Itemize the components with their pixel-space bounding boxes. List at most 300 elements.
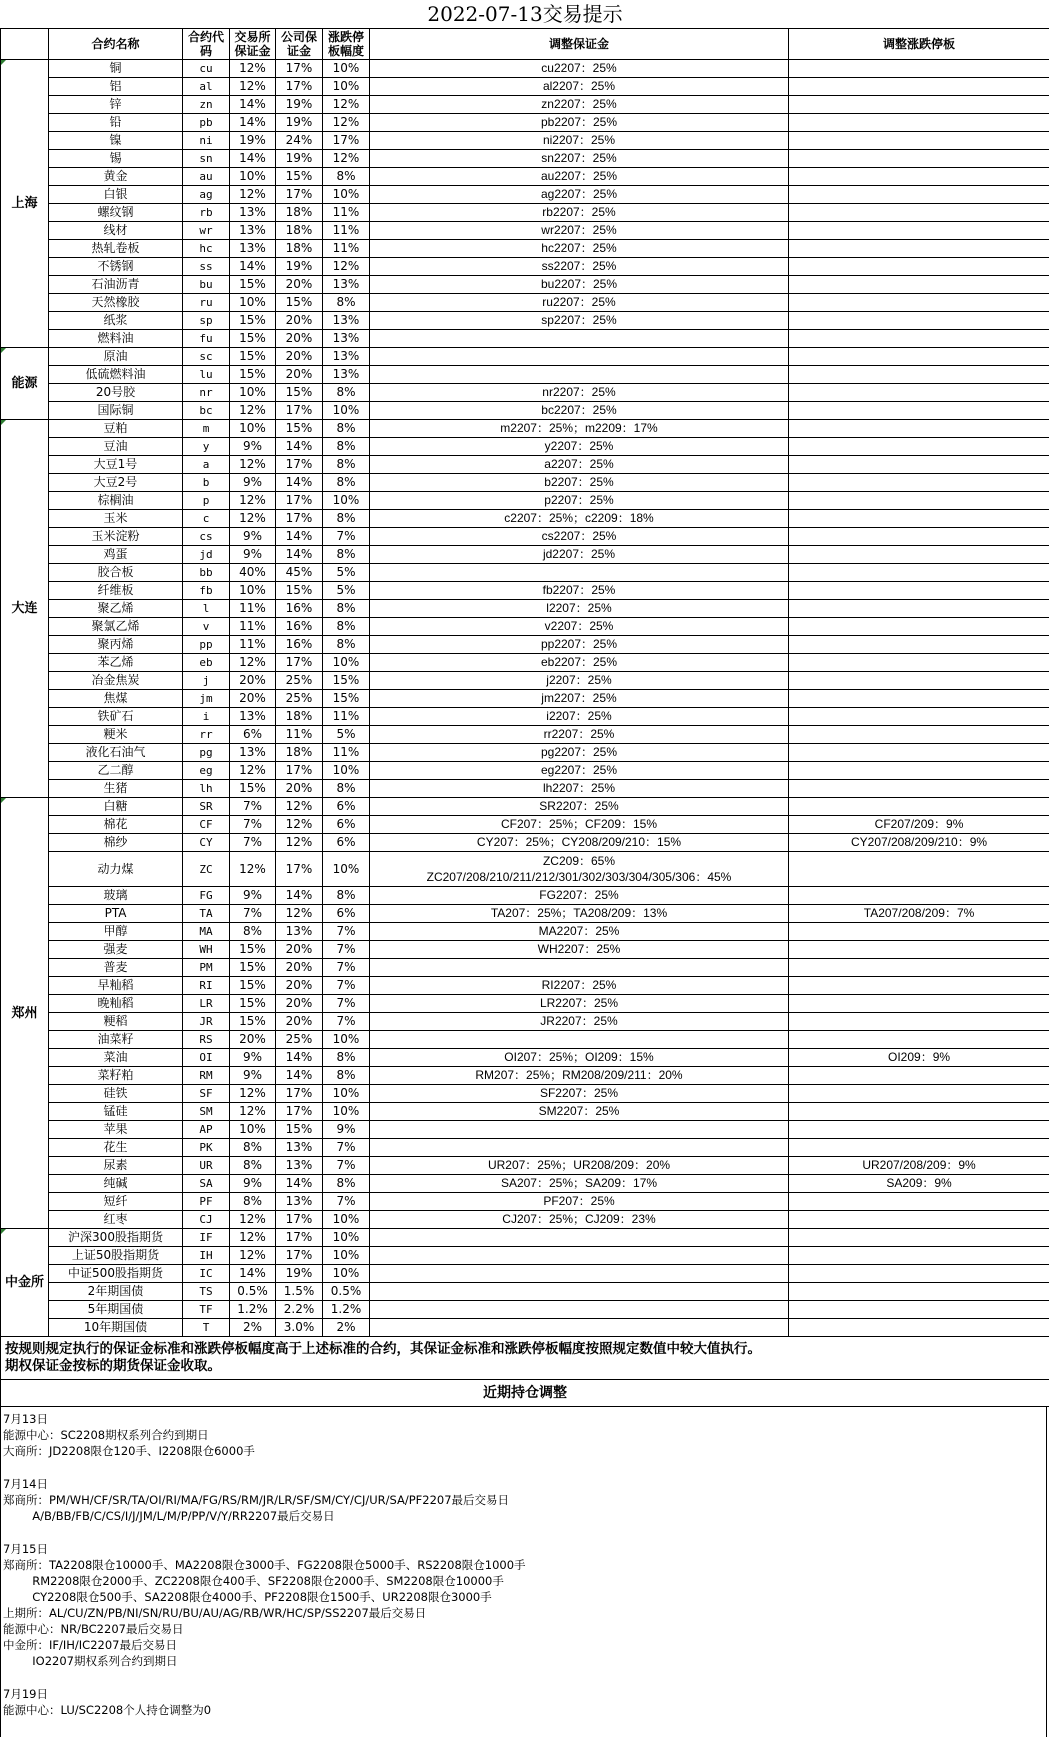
adjusted-price-limit: [789, 744, 1049, 762]
adjusted-margin: i2207：25%: [370, 708, 789, 726]
contract-row: [1, 456, 1049, 474]
contract-code: bu: [183, 276, 230, 294]
notice-line: IO2207期权系列合约到期日: [3, 1653, 1044, 1669]
adjusted-margin: [370, 852, 789, 887]
exchange-margin: 15%: [230, 995, 276, 1013]
price-limit: 5%: [323, 726, 370, 744]
adjusted-margin: eg2207：25%: [370, 762, 789, 780]
adjusted-price-limit: [789, 708, 1049, 726]
contract-code: wr: [183, 222, 230, 240]
exchange-margin: 10%: [230, 294, 276, 312]
company-margin: 13%: [276, 1139, 323, 1157]
contract-code: j: [183, 672, 230, 690]
contract-row: [1, 923, 1049, 941]
contract-name: 天然橡胶: [49, 294, 183, 312]
contract-name: 上证50股指期货: [49, 1247, 183, 1265]
contract-row: [1, 1067, 1049, 1085]
company-margin: 16%: [276, 636, 323, 654]
contract-name: 石油沥青: [49, 276, 183, 294]
price-limit: 2%: [323, 1319, 370, 1337]
adjusted-price-limit: [789, 582, 1049, 600]
price-limit: 8%: [323, 546, 370, 564]
contract-code: ZC: [183, 852, 230, 887]
contract-code: au: [183, 168, 230, 186]
price-limit: 10%: [323, 1031, 370, 1049]
adjusted-price-limit: [789, 1013, 1049, 1031]
exchange-margin: 9%: [230, 887, 276, 905]
adjusted-margin: cu2207：25%: [370, 60, 789, 78]
exchange-margin: 12%: [230, 1211, 276, 1229]
contract-code: c: [183, 510, 230, 528]
adjusted-price-limit: [789, 186, 1049, 204]
adjusted-price-limit: [789, 852, 1049, 887]
adjusted-margin: zn2207：25%: [370, 96, 789, 114]
contract-row: [1, 312, 1049, 330]
notice-line: 郑商所：PM/WH/CF/SR/TA/OI/RI/MA/FG/RS/RM/JR/LR/SF/SM/CY/CJ/UR/SA/PF2207最后交易日: [3, 1492, 1044, 1508]
exchange-margin: 8%: [230, 1193, 276, 1211]
contract-name: 原油: [49, 348, 183, 366]
company-margin: 13%: [276, 1157, 323, 1175]
contract-row: [1, 1229, 1049, 1247]
contract-code: a: [183, 456, 230, 474]
exchange-margin: 12%: [230, 1247, 276, 1265]
page-title: 2022-07-13交易提示: [1, 0, 1049, 29]
exchange-margin: 15%: [230, 959, 276, 977]
rules-note-text: [5, 1341, 1045, 1375]
adjusted-price-limit: [789, 330, 1049, 348]
contract-name: 铜: [49, 60, 183, 78]
contract-name: 苯乙烯: [49, 654, 183, 672]
company-margin: 17%: [276, 456, 323, 474]
contract-name: 玉米淀粉: [49, 528, 183, 546]
contract-row: [1, 330, 1049, 348]
adjusted-price-limit: [789, 240, 1049, 258]
adjusted-margin: c2207：25%；c2209：18%: [370, 510, 789, 528]
contract-code: v: [183, 618, 230, 636]
adjusted-margin: CY207：25%；CY208/209/210：15%: [370, 834, 789, 852]
company-margin: 3.0%: [276, 1319, 323, 1337]
exchange-label: 郑州: [1, 798, 49, 1229]
contract-name: 热轧卷板: [49, 240, 183, 258]
adjusted-price-limit: [789, 474, 1049, 492]
exchange-margin: 9%: [230, 1049, 276, 1067]
contract-row: [1, 564, 1049, 582]
notice-line: 中金所：IF/IH/IC2207最后交易日: [3, 1637, 1044, 1653]
adjusted-price-limit: [789, 420, 1049, 438]
contract-name: 油菜籽: [49, 1031, 183, 1049]
adjusted-price-limit: [789, 168, 1049, 186]
contract-name: 聚丙烯: [49, 636, 183, 654]
contract-code: p: [183, 492, 230, 510]
price-limit: 5%: [323, 582, 370, 600]
contract-name: 棕榈油: [49, 492, 183, 510]
price-limit: 13%: [323, 276, 370, 294]
adjusted-margin: al2207：25%: [370, 78, 789, 96]
exchange-margin: 12%: [230, 510, 276, 528]
adjusted-margin: UR207：25%；UR208/209：20%: [370, 1157, 789, 1175]
contract-row: [1, 114, 1049, 132]
price-limit: 13%: [323, 348, 370, 366]
contract-code: sn: [183, 150, 230, 168]
contract-name: 棉纱: [49, 834, 183, 852]
adjusted-price-limit: [789, 348, 1049, 366]
contract-name: 白糖: [49, 798, 183, 816]
contract-row: [1, 546, 1049, 564]
adjusted-margin: CF207：25%；CF209：15%: [370, 816, 789, 834]
company-margin: 16%: [276, 600, 323, 618]
adjusted-margin: [370, 1247, 789, 1265]
contract-code: WH: [183, 941, 230, 959]
contract-code: CJ: [183, 1211, 230, 1229]
exchange-margin: 7%: [230, 798, 276, 816]
contract-name: 大豆2号: [49, 474, 183, 492]
contract-row: [1, 1049, 1049, 1067]
contract-code: ni: [183, 132, 230, 150]
exchange-margin: 14%: [230, 1265, 276, 1283]
adjusted-margin: [370, 330, 789, 348]
notice-date: 7月19日: [3, 1686, 1044, 1702]
contract-name: 铅: [49, 114, 183, 132]
contract-code: MA: [183, 923, 230, 941]
contract-name: 甲醇: [49, 923, 183, 941]
company-margin: 15%: [276, 420, 323, 438]
adjusted-margin: au2207：25%: [370, 168, 789, 186]
contract-row: [1, 510, 1049, 528]
adjusted-price-limit: [789, 923, 1049, 941]
company-margin: 19%: [276, 258, 323, 276]
contract-row: [1, 582, 1049, 600]
contract-code: al: [183, 78, 230, 96]
adjusted-price-limit: UR207/208/209：9%: [789, 1157, 1049, 1175]
exchange-margin: 11%: [230, 636, 276, 654]
exchange-margin: 13%: [230, 708, 276, 726]
adjusted-margin: wr2207：25%: [370, 222, 789, 240]
exchange-margin: 12%: [230, 402, 276, 420]
adjusted-price-limit: [789, 96, 1049, 114]
exchange-margin: 7%: [230, 905, 276, 923]
adjusted-price-limit: [789, 1229, 1049, 1247]
adjusted-margin: sp2207：25%: [370, 312, 789, 330]
contract-code: TF: [183, 1301, 230, 1319]
contract-name: 玻璃: [49, 887, 183, 905]
price-limit: 12%: [323, 114, 370, 132]
contract-name: 早籼稻: [49, 977, 183, 995]
price-limit: 6%: [323, 905, 370, 923]
price-limit: 7%: [323, 959, 370, 977]
contract-code: b: [183, 474, 230, 492]
adjusted-margin: a2207：25%: [370, 456, 789, 474]
company-margin: 14%: [276, 1067, 323, 1085]
company-margin: 19%: [276, 150, 323, 168]
contract-row: [1, 1247, 1049, 1265]
header-exchange-margin: 交易所保证金: [230, 29, 276, 60]
exchange-margin: 19%: [230, 132, 276, 150]
exchange-margin: 10%: [230, 420, 276, 438]
exchange-margin: 9%: [230, 1175, 276, 1193]
company-margin: 14%: [276, 1049, 323, 1067]
contract-code: cs: [183, 528, 230, 546]
exchange-margin: 9%: [230, 1067, 276, 1085]
company-margin: 17%: [276, 1211, 323, 1229]
contract-code: ag: [183, 186, 230, 204]
company-margin: 20%: [276, 941, 323, 959]
contract-row: [1, 941, 1049, 959]
contract-row: [1, 96, 1049, 114]
adjusted-price-limit: [789, 510, 1049, 528]
adjusted-margin: l2207：25%: [370, 600, 789, 618]
contract-name: 锌: [49, 96, 183, 114]
exchange-margin: 12%: [230, 1103, 276, 1121]
exchange-margin: 40%: [230, 564, 276, 582]
price-limit: 17%: [323, 132, 370, 150]
contract-code: IH: [183, 1247, 230, 1265]
contract-row: [1, 366, 1049, 384]
adjusted-margin: ru2207：25%: [370, 294, 789, 312]
contract-row: [1, 528, 1049, 546]
company-margin: 17%: [276, 492, 323, 510]
exchange-margin: 8%: [230, 1139, 276, 1157]
price-limit: 10%: [323, 1247, 370, 1265]
adjusted-margin: sn2207：25%: [370, 150, 789, 168]
contract-name: 纤维板: [49, 582, 183, 600]
exchange-margin: 12%: [230, 852, 276, 887]
price-limit: 11%: [323, 204, 370, 222]
contract-name: 白银: [49, 186, 183, 204]
adjusted-margin: SA207：25%；SA209：17%: [370, 1175, 789, 1193]
adjusted-price-limit: [789, 294, 1049, 312]
price-limit: 7%: [323, 528, 370, 546]
notice-day: [3, 1476, 1044, 1524]
exchange-margin: 14%: [230, 150, 276, 168]
contract-row: [1, 600, 1049, 618]
contract-row: [1, 276, 1049, 294]
contract-name: 动力煤: [49, 852, 183, 887]
adjusted-margin: [370, 1031, 789, 1049]
contract-row: [1, 168, 1049, 186]
adjusted-price-limit: [789, 132, 1049, 150]
contract-name: 豆粕: [49, 420, 183, 438]
adjusted-price-limit: [789, 1211, 1049, 1229]
contract-row: [1, 1175, 1049, 1193]
company-margin: 16%: [276, 618, 323, 636]
adjusted-price-limit: [789, 1193, 1049, 1211]
price-limit: 8%: [323, 600, 370, 618]
contract-name: 不锈钢: [49, 258, 183, 276]
contract-row: [1, 1319, 1049, 1337]
adjusted-price-limit: [789, 959, 1049, 977]
exchange-margin: 8%: [230, 1157, 276, 1175]
exchange-margin: 14%: [230, 96, 276, 114]
header-contract-code: 合约代码: [183, 29, 230, 60]
exchange-margin: 15%: [230, 366, 276, 384]
contract-code: rb: [183, 204, 230, 222]
adjusted-margin: LR2207：25%: [370, 995, 789, 1013]
contract-code: ss: [183, 258, 230, 276]
company-margin: 19%: [276, 114, 323, 132]
rules-note-line: 期权保证金按标的期货保证金收取。: [5, 1358, 1045, 1375]
contract-name: 粳米: [49, 726, 183, 744]
adjusted-margin: MA2207：25%: [370, 923, 789, 941]
adjusted-margin: m2207：25%；m2209：17%: [370, 420, 789, 438]
adjusted-price-limit: [789, 1319, 1049, 1337]
contract-row: [1, 1283, 1049, 1301]
contract-row: [1, 726, 1049, 744]
contract-row: [1, 132, 1049, 150]
price-limit: 7%: [323, 923, 370, 941]
contract-name: 尿素: [49, 1157, 183, 1175]
adjusted-margin: ss2207：25%: [370, 258, 789, 276]
cell-comment-marker-icon: [1, 60, 6, 65]
exchange-margin: 20%: [230, 690, 276, 708]
price-limit: 13%: [323, 312, 370, 330]
company-margin: 18%: [276, 240, 323, 258]
adjusted-price-limit: [789, 887, 1049, 905]
price-limit: 7%: [323, 1193, 370, 1211]
adjusted-price-limit: [789, 1265, 1049, 1283]
contract-row: [1, 995, 1049, 1013]
position-notices: [0, 1407, 1047, 1737]
contract-row: [1, 474, 1049, 492]
company-margin: 17%: [276, 60, 323, 78]
price-limit: 11%: [323, 240, 370, 258]
price-limit: 15%: [323, 690, 370, 708]
contract-name: 苹果: [49, 1121, 183, 1139]
contract-code: l: [183, 600, 230, 618]
contract-code: y: [183, 438, 230, 456]
exchange-margin: 10%: [230, 168, 276, 186]
adjusted-margin: FG2207：25%: [370, 887, 789, 905]
contract-name: 锡: [49, 150, 183, 168]
price-limit: 11%: [323, 222, 370, 240]
contract-row: [1, 204, 1049, 222]
contract-code: bc: [183, 402, 230, 420]
contract-row: [1, 60, 1049, 78]
price-limit: 8%: [323, 294, 370, 312]
contract-row: [1, 1301, 1049, 1319]
contract-code: IC: [183, 1265, 230, 1283]
header-exchange: [1, 29, 49, 60]
header-price-limit: 涨跌停板幅度: [323, 29, 370, 60]
recent-adjustments-title: 近期持仓调整: [1, 1380, 1049, 1407]
adjusted-price-limit: [789, 672, 1049, 690]
adjusted-margin: [370, 959, 789, 977]
notice-line: 上期所：AL/CU/ZN/PB/NI/SN/RU/BU/AU/AG/RB/WR/HC/SP/SS2207最后交易日: [3, 1605, 1044, 1621]
contract-name: 燃料油: [49, 330, 183, 348]
exchange-margin: 9%: [230, 528, 276, 546]
adjusted-margin: p2207：25%: [370, 492, 789, 510]
exchange-margin: 10%: [230, 1121, 276, 1139]
price-limit: 8%: [323, 474, 370, 492]
adjusted-price-limit: [789, 1085, 1049, 1103]
contract-name: 线材: [49, 222, 183, 240]
price-limit: 8%: [323, 1049, 370, 1067]
contract-row: [1, 1085, 1049, 1103]
adjusted-price-limit: [789, 204, 1049, 222]
price-limit: 8%: [323, 510, 370, 528]
price-limit: 10%: [323, 60, 370, 78]
adjusted-price-limit: [789, 276, 1049, 294]
adjusted-margin: [370, 1121, 789, 1139]
contract-name: 硅铁: [49, 1085, 183, 1103]
contract-code: zn: [183, 96, 230, 114]
contract-code: hc: [183, 240, 230, 258]
contract-row: [1, 402, 1049, 420]
adjusted-margin: [370, 1283, 789, 1301]
adjusted-margin: OI207：25%；OI209：15%: [370, 1049, 789, 1067]
company-margin: 14%: [276, 438, 323, 456]
contract-code: cu: [183, 60, 230, 78]
adjusted-price-limit: [789, 114, 1049, 132]
adjusted-price-limit: [789, 492, 1049, 510]
contract-row: [1, 1157, 1049, 1175]
adjusted-price-limit: [789, 1301, 1049, 1319]
price-limit: 10%: [323, 1229, 370, 1247]
exchange-margin: 12%: [230, 654, 276, 672]
contract-name: 20号胶: [49, 384, 183, 402]
contract-code: pg: [183, 744, 230, 762]
contract-row: [1, 834, 1049, 852]
exchange-margin: 2%: [230, 1319, 276, 1337]
contract-code: eg: [183, 762, 230, 780]
adjusted-price-limit: [789, 726, 1049, 744]
company-margin: 12%: [276, 816, 323, 834]
contract-code: jd: [183, 546, 230, 564]
exchange-margin: 10%: [230, 582, 276, 600]
company-margin: 1.5%: [276, 1283, 323, 1301]
adjusted-margin: pb2207：25%: [370, 114, 789, 132]
price-limit: 6%: [323, 798, 370, 816]
adjusted-margin: [370, 1229, 789, 1247]
price-limit: 7%: [323, 1013, 370, 1031]
contract-code: lu: [183, 366, 230, 384]
company-margin: 20%: [276, 330, 323, 348]
contract-code: TA: [183, 905, 230, 923]
contract-name: 大豆1号: [49, 456, 183, 474]
exchange-margin: 12%: [230, 762, 276, 780]
notice-line: 大商所：JD2208限仓120手、I2208限仓6000手: [3, 1443, 1044, 1459]
adjusted-price-limit: [789, 1283, 1049, 1301]
company-margin: 17%: [276, 1085, 323, 1103]
price-limit: 10%: [323, 186, 370, 204]
contract-code: sp: [183, 312, 230, 330]
contract-code: ru: [183, 294, 230, 312]
price-limit: 8%: [323, 780, 370, 798]
contract-row: [1, 1193, 1049, 1211]
company-margin: 15%: [276, 1121, 323, 1139]
adjusted-price-limit: [789, 798, 1049, 816]
adjusted-margin: nr2207：25%: [370, 384, 789, 402]
company-margin: 17%: [276, 510, 323, 528]
company-margin: 14%: [276, 1175, 323, 1193]
notice-date: 7月13日: [3, 1411, 1044, 1427]
contract-row: [1, 636, 1049, 654]
contract-row: [1, 384, 1049, 402]
company-margin: 17%: [276, 852, 323, 887]
adjusted-price-limit: [789, 1247, 1049, 1265]
contract-code: UR: [183, 1157, 230, 1175]
exchange-margin: 7%: [230, 834, 276, 852]
contract-name: 螺纹钢: [49, 204, 183, 222]
contract-row: [1, 654, 1049, 672]
adjusted-price-limit: [789, 528, 1049, 546]
adjusted-margin: jd2207：25%: [370, 546, 789, 564]
contract-code: lh: [183, 780, 230, 798]
adjusted-margin: v2207：25%: [370, 618, 789, 636]
adjusted-price-limit: [789, 618, 1049, 636]
adjusted-price-limit: [789, 600, 1049, 618]
contract-name: 聚乙烯: [49, 600, 183, 618]
contract-row: [1, 78, 1049, 96]
